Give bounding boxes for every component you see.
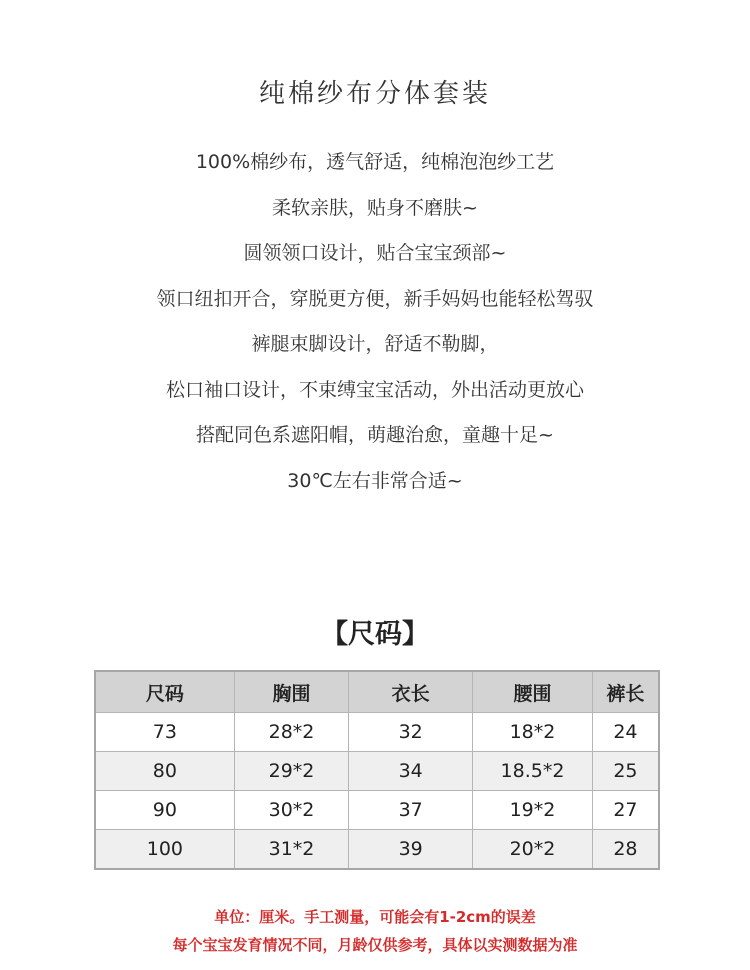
column-header-size: 尺码 — [95, 671, 234, 713]
table-cell: 34 — [349, 752, 473, 791]
size-section-heading: 【尺码】 — [321, 619, 429, 650]
table-cell: 18*2 — [473, 713, 593, 752]
column-header-pants-length: 裤长 — [592, 671, 659, 713]
size-table-header-row — [95, 671, 659, 713]
column-header-top-length: 衣长 — [349, 671, 473, 713]
table-cell: 29*2 — [234, 752, 349, 791]
table-row — [95, 830, 659, 870]
description-list — [0, 140, 750, 504]
description-line: 100%棉纱布，透气舒适，纯棉泡泡纱工艺 — [195, 151, 555, 173]
table-cell: 73 — [95, 713, 234, 752]
table-cell: 24 — [592, 713, 659, 752]
page-title: 纯棉纱布分体套装 — [258, 79, 491, 109]
table-cell: 32 — [349, 713, 473, 752]
column-header-chest: 胸围 — [234, 671, 349, 713]
description-line: 裤腿束脚设计，舒适不勒脚， — [251, 333, 499, 355]
table-cell: 39 — [349, 830, 473, 870]
table-cell: 30*2 — [234, 791, 349, 830]
table-row — [95, 752, 659, 791]
description-line: 松口袖口设计，不束缚宝宝活动，外出活动更放心 — [165, 378, 584, 401]
column-header-waist: 腰围 — [473, 671, 593, 713]
description-line: 30℃左右非常合适~ — [287, 469, 463, 492]
table-cell: 80 — [95, 752, 234, 791]
table-cell: 25 — [592, 752, 659, 791]
table-cell: 100 — [95, 830, 234, 870]
table-cell: 31*2 — [234, 830, 349, 870]
table-cell: 90 — [95, 791, 234, 830]
size-table — [94, 670, 660, 870]
table-cell: 28 — [592, 830, 659, 870]
description-line: 领口纽扣开合，穿脱更方便，新手妈妈也能轻松驾驭 — [156, 287, 594, 310]
table-cell: 28*2 — [234, 713, 349, 752]
measurement-note: 单位：厘米。手工测量，可能会有1-2cm的误差 — [214, 908, 536, 926]
table-cell: 18.5*2 — [473, 752, 593, 791]
age-reference-note: 每个宝宝发育情况不同，月龄仅供参考，具体以实测数据为准 — [172, 936, 578, 954]
table-cell: 27 — [592, 791, 659, 830]
description-line: 搭配同色系遮阳帽，萌趣治愈，童趣十足~ — [196, 424, 554, 446]
description-line: 圆领领口设计，贴合宝宝颈部~ — [243, 242, 507, 264]
table-cell: 20*2 — [473, 830, 593, 870]
table-row — [95, 791, 659, 830]
description-line: 柔软亲肤，贴身不磨肤~ — [272, 196, 478, 219]
table-row — [95, 713, 659, 752]
table-cell: 19*2 — [473, 791, 593, 830]
table-cell: 37 — [349, 791, 473, 830]
